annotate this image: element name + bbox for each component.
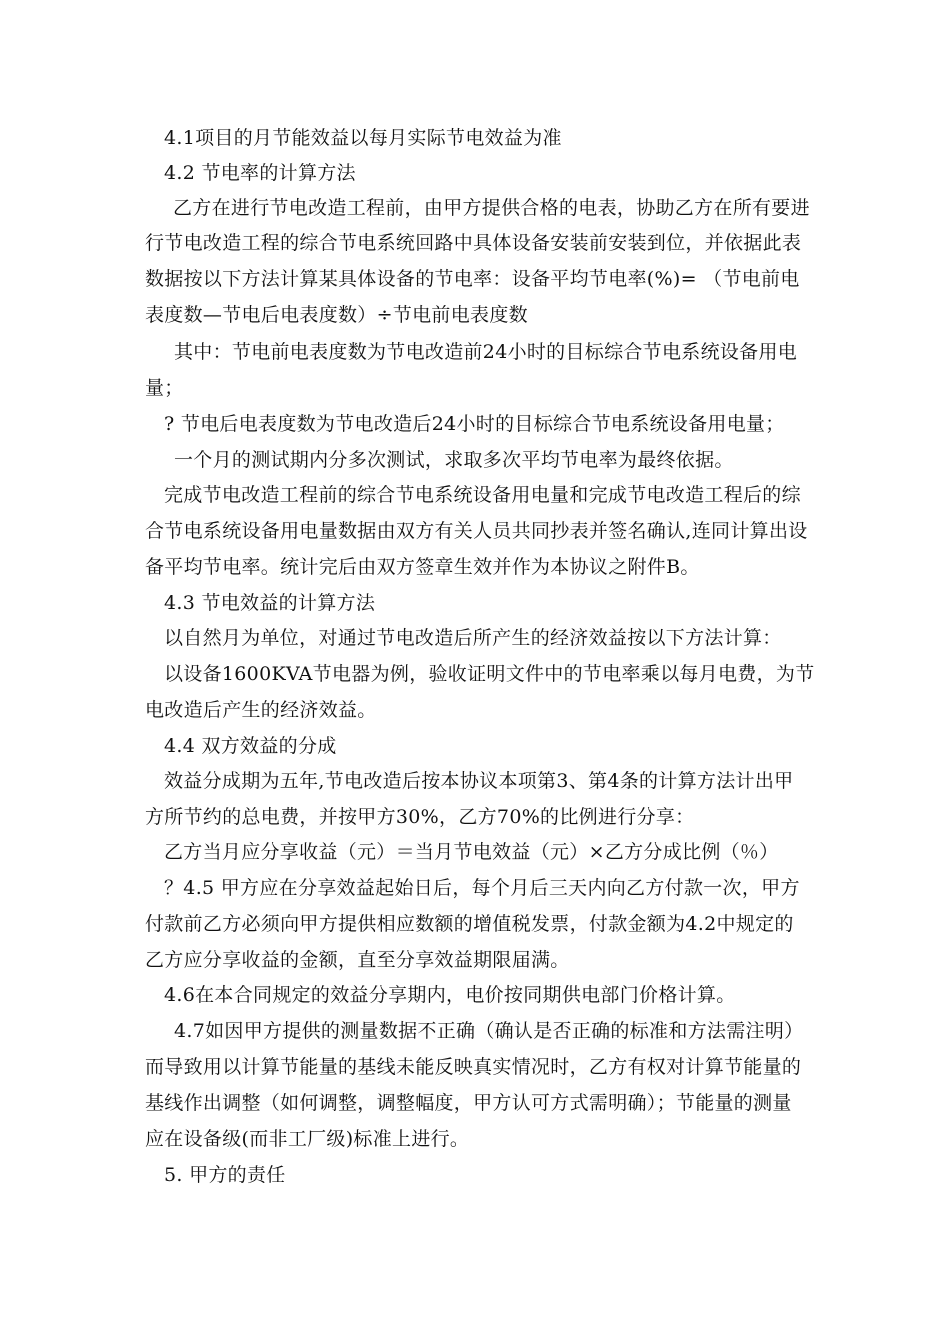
text-line: 乙方应分享收益的金额，直至分享效益期限届满。: [145, 949, 570, 971]
text-line: 完成节电改造工程前的综合节电系统设备用电量和完成节电改造工程后的综: [164, 484, 801, 506]
text-line: 方所节约的总电费，并按甲方30%，乙方70%的比例进行分享：: [145, 806, 695, 828]
text-line: 合节电系统设备用电量数据由双方有关人员共同抄表并签名确认,连同计算出设: [145, 520, 808, 542]
text-line: ？4.5 甲方应在分享效益起始日后，每个月后三天内向乙方付款一次，甲方: [164, 877, 800, 899]
text-line: 付款前乙方必须向甲方提供相应数额的增值税发票，付款金额为4.2中规定的: [145, 913, 794, 935]
text-line: 基线作出调整（如何调整，调整幅度，甲方认可方式需明确）；节能量的测量: [145, 1092, 792, 1114]
text-line: 而导致用以计算节能量的基线未能反映真实情况时，乙方有权对计算节能量的: [145, 1056, 802, 1078]
text-line: 行节电改造工程的综合节电系统回路中具体设备安装前安装到位，并依据此表: [145, 232, 802, 254]
text-line: 其中：节电前电表度数为节电改造前24小时的目标综合节电系统设备用电: [174, 341, 798, 363]
text-line: 效益分成期为五年,节电改造后按本协议本项第3、第4条的计算方法计出甲: [164, 770, 794, 792]
text-line: 以设备1600KVA节电器为例，验收证明文件中的节电率乘以每月电费，为节: [164, 663, 815, 685]
section-heading: 4.4 双方效益的分成: [164, 735, 337, 757]
formula-line: 乙方当月应分享收益（元）＝当月节电效益（元）×乙方分成比例（％）: [164, 841, 779, 863]
text-line: 备平均节电率。统计完后由双方签章生效并作为本协议之附件B。: [145, 556, 700, 578]
section-heading: 5. 甲方的责任: [164, 1164, 286, 1186]
text-line: 电改造后产生的经济效益。: [145, 699, 377, 721]
text-line: 量；: [145, 377, 184, 399]
text-line: 以自然月为单位，对通过节电改造后所产生的经济效益按以下方法计算：: [164, 627, 782, 649]
text-line: 数据按以下方法计算某具体设备的节电率：设备平均节电率(%)= （节电前电: [145, 268, 800, 290]
text-line: 一个月的测试期内分多次测试，求取多次平均节电率为最终依据。: [174, 449, 734, 471]
text-line: 4.7如因甲方提供的测量数据不正确（确认是否正确的标准和方法需注明）: [174, 1020, 804, 1042]
section-heading: 4.2 节电率的计算方法: [164, 162, 356, 184]
text-line: ? 节电后电表度数为节电改造后24小时的目标综合节电系统设备用电量；: [164, 413, 785, 435]
text-line: 表度数—节电后电表度数）÷节电前电表度数: [145, 304, 528, 326]
text-line: 乙方在进行节电改造工程前，由甲方提供合格的电表，协助乙方在所有要进: [173, 197, 810, 219]
text-line: 4.1项目的月节能效益以每月实际节电效益为准: [164, 127, 562, 149]
section-heading: 4.3 节电效益的计算方法: [164, 592, 376, 614]
text-line: 应在设备级(而非工厂级)标准上进行。: [145, 1128, 470, 1150]
text-line: 4.6在本合同规定的效益分享期内，电价按同期供电部门价格计算。: [164, 984, 736, 1006]
